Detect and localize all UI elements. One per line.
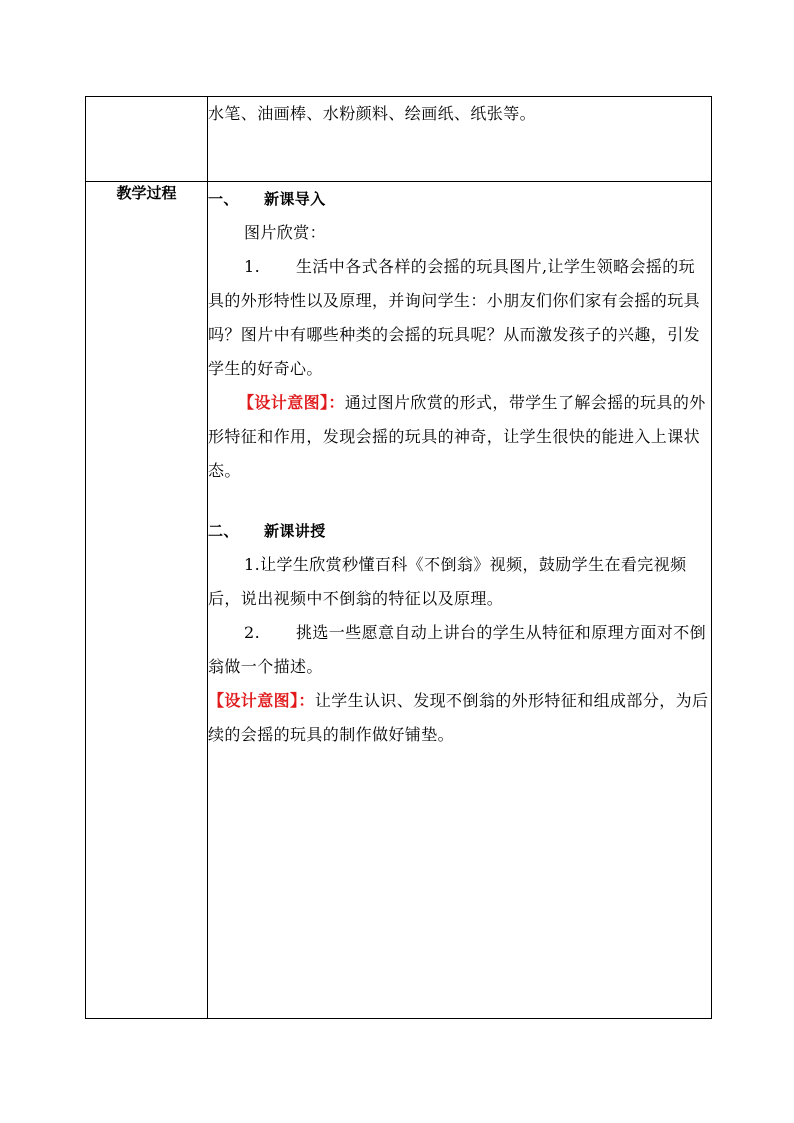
list-item-text: 生活中各式各样的会摇的玩具图片,让学生领略会摇的玩具的外形特性以及原理，并询问学生：小朋友们你们家有会摇的玩具吗？图片中有哪些种类的会摇的玩具呢？从而激发孩子的兴趣，引发学生的好奇心。 (208, 257, 701, 378)
section-heading (208, 514, 711, 548)
list-item-text: 挑选一些愿意自动上讲台的学生从特征和原理方面对不倒翁做一个描述。 (208, 623, 707, 676)
list-item-number: 2. (244, 623, 261, 642)
design-intent-label: 【设计意图】： (208, 691, 315, 710)
teaching-process-cell (208, 182, 712, 1019)
lesson-plan-table (85, 96, 712, 1019)
design-intent-paragraph (208, 386, 711, 488)
design-intent-label: 【设计意图】： (238, 393, 345, 412)
spacer (208, 488, 711, 514)
picture-appreciation-text: 图片欣赏： (244, 223, 327, 242)
table-row (86, 97, 712, 182)
section-title: 新课讲授 (264, 522, 326, 540)
teaching-process-label: 教学过程 (116, 184, 177, 202)
list-item (208, 616, 711, 684)
row-label-cell (86, 182, 208, 1019)
materials-cell (208, 97, 712, 182)
design-intent-text: 让学生认识、发现不倒翁的外形特征和组成部分，为后续的会摇的玩具的制作做好铺垫。 (208, 691, 709, 744)
list-item (208, 250, 711, 386)
design-intent-paragraph (208, 684, 711, 752)
section-number: 二、 (208, 522, 239, 540)
list-item: 1.让学生欣赏秒懂百科《不倒翁》视频，鼓励学生在看完视频后，说出视频中不倒翁的特征以及原理。 (208, 555, 687, 608)
section-heading (208, 182, 711, 216)
list-item-number: 1. (244, 257, 261, 276)
design-intent-text: 通过图片欣赏的形式，带学生了解会摇的玩具的外形特征和作用，发现会摇的玩具的神奇，让学生很快的能进入上课状态。 (208, 393, 706, 480)
materials-text: 水笔、油画棒、水粉颜料、绘画纸、纸张等。 (208, 104, 537, 123)
table-row (86, 182, 712, 1019)
row-label-cell (86, 97, 208, 182)
section-title: 新课导入 (264, 190, 326, 208)
section-number: 一、 (208, 190, 239, 208)
